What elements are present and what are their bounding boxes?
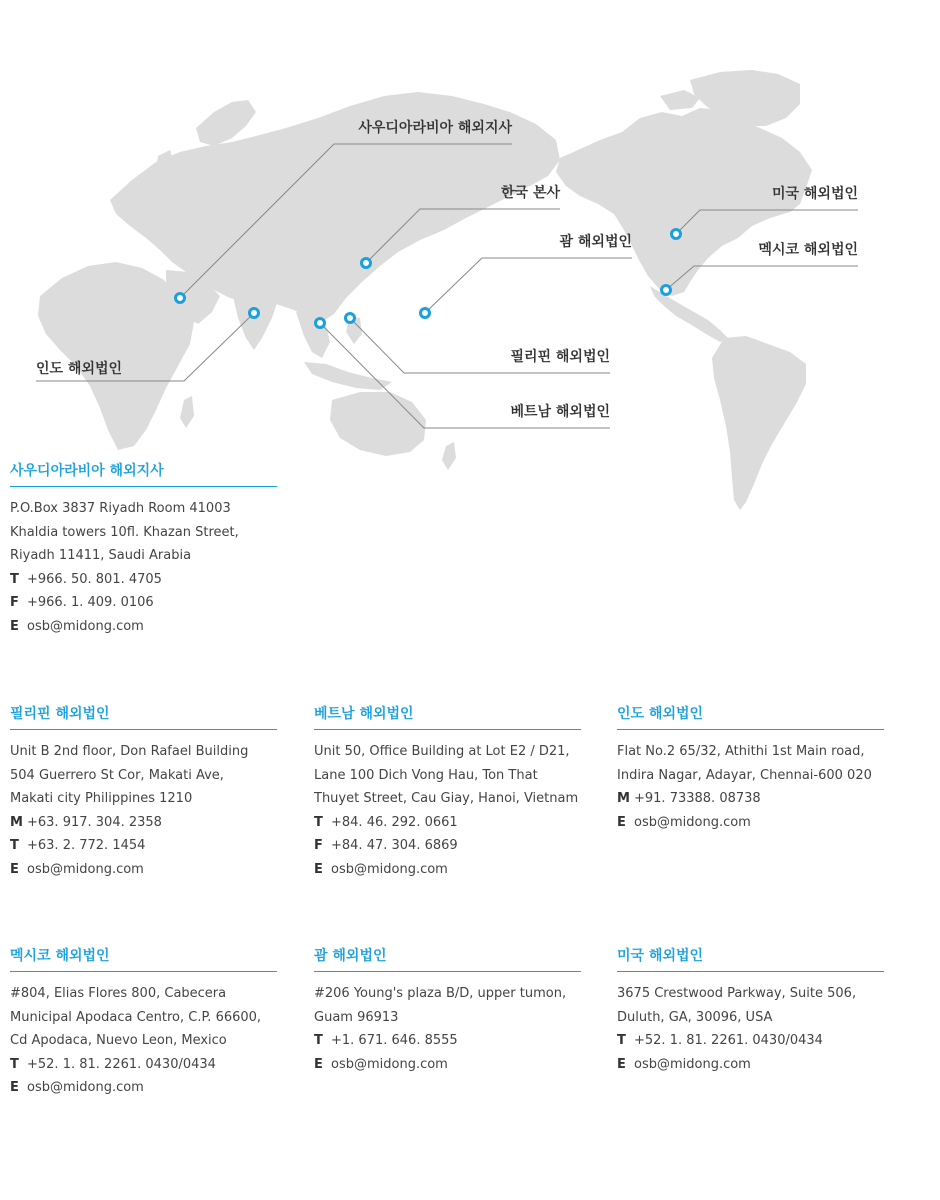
contact-value: +52. 1. 81. 2261. 0430/0434 xyxy=(634,1033,823,1048)
contact-value[interactable]: osb@midong.com xyxy=(27,618,144,634)
map-label-mexico: 멕시코 해외법인 xyxy=(758,242,858,258)
contact-email[interactable] xyxy=(617,1053,884,1077)
marker-saudi[interactable] xyxy=(176,294,185,303)
contact-key: M xyxy=(617,791,630,806)
contact-value: +84. 47. 304. 6869 xyxy=(331,838,458,853)
contact-key: T xyxy=(10,571,19,587)
office-details xyxy=(314,982,581,1076)
africa-land xyxy=(38,262,194,450)
address-line: Duluth, GA, 30096, USA xyxy=(617,1009,773,1025)
contact-value[interactable]: osb@midong.com xyxy=(634,814,751,830)
contact-email[interactable] xyxy=(617,811,884,835)
leader-line-guam xyxy=(425,258,632,313)
contact-value: +63. 917. 304. 2358 xyxy=(27,814,162,830)
address-line: Unit 50, Office Building at Lot E2 / D21, xyxy=(314,744,570,759)
contact-telephone xyxy=(617,1029,884,1053)
contact-email[interactable] xyxy=(314,858,581,882)
contact-email[interactable] xyxy=(314,1053,581,1077)
contact-telephone xyxy=(10,568,277,592)
contact-email[interactable] xyxy=(10,858,277,882)
contact-mobile xyxy=(10,811,277,835)
office-title: 베트남 해외법인 xyxy=(314,703,581,730)
office-card-india xyxy=(617,703,884,834)
office-title: 사우디아라비아 해외지사 xyxy=(10,460,277,487)
marker-usa[interactable] xyxy=(672,230,681,239)
map-label-usa: 미국 해외법인 xyxy=(771,186,858,202)
office-details xyxy=(617,982,884,1076)
marker-mexico[interactable] xyxy=(662,286,671,295)
office-title: 괌 해외법인 xyxy=(314,945,581,972)
contact-value[interactable]: osb@midong.com xyxy=(27,861,144,877)
address-line: Guam 96913 xyxy=(314,1009,399,1025)
marker-philippines[interactable] xyxy=(346,314,355,323)
contact-value[interactable]: osb@midong.com xyxy=(634,1056,751,1072)
contact-value: +1. 671. 646. 8555 xyxy=(331,1033,458,1048)
office-title: 멕시코 해외법인 xyxy=(10,945,277,972)
south-america-land xyxy=(712,336,806,510)
contact-value: +63. 2. 772. 1454 xyxy=(27,838,146,853)
contact-key: T xyxy=(10,838,19,853)
indonesia-land xyxy=(304,362,392,390)
india-land xyxy=(232,290,278,350)
contact-value: +52. 1. 81. 2261. 0430/0434 xyxy=(27,1056,216,1072)
map-label-philippines: 필리핀 해외법인 xyxy=(510,349,610,365)
office-title: 미국 해외법인 xyxy=(617,945,884,972)
mexico-central-america-land xyxy=(650,286,728,342)
office-card-saudi xyxy=(10,460,277,638)
contact-value: +84. 46. 292. 0661 xyxy=(331,814,458,830)
world-map xyxy=(0,0,940,520)
contact-key: E xyxy=(10,618,19,634)
office-card-philippines xyxy=(10,703,277,881)
map-label-india: 인도 해외법인 xyxy=(36,361,123,377)
contact-value: +966. 50. 801. 4705 xyxy=(27,571,162,587)
contact-key: E xyxy=(10,861,19,877)
contact-key: T xyxy=(314,814,323,830)
contact-email[interactable] xyxy=(10,615,277,639)
address-line: Riyadh 11411, Saudi Arabia xyxy=(10,548,192,563)
office-details xyxy=(10,982,277,1100)
marker-india[interactable] xyxy=(250,309,259,318)
address-line: 504 Guerrero St Cor, Makati Ave, xyxy=(10,767,224,783)
contact-key: F xyxy=(314,838,323,853)
contact-value[interactable]: osb@midong.com xyxy=(331,1056,448,1072)
marker-korea[interactable] xyxy=(362,259,371,268)
map-label-guam: 괌 해외법인 xyxy=(559,234,632,250)
address-line: Unit B 2nd floor, Don Rafael Building xyxy=(10,744,249,759)
contact-key: T xyxy=(10,1056,19,1072)
address-line: Cd Apodaca, Nuevo Leon, Mexico xyxy=(10,1033,227,1048)
contact-key: E xyxy=(314,1056,323,1072)
contact-telephone xyxy=(10,834,277,858)
address-line: #206 Young's plaza B/D, upper tumon, xyxy=(314,986,567,1001)
office-title: 필리핀 해외법인 xyxy=(10,703,277,730)
address-line: Municipal Apodaca Centro, C.P. 66600, xyxy=(10,1009,262,1025)
marker-guam[interactable] xyxy=(421,309,430,318)
address-line: #804, Elias Flores 800, Cabecera xyxy=(10,986,227,1001)
contact-key: E xyxy=(10,1080,19,1095)
office-card-vietnam xyxy=(314,703,581,881)
madagascar-land xyxy=(180,396,194,428)
address-line: Flat No.2 65/32, Athithi 1st Main road, xyxy=(617,744,865,759)
contact-key: E xyxy=(314,861,323,877)
map-label-vietnam: 베트남 해외법인 xyxy=(510,404,610,420)
contact-key: T xyxy=(617,1033,626,1048)
office-details xyxy=(10,740,277,881)
contact-value: +91. 73388. 08738 xyxy=(634,791,761,806)
contact-key: F xyxy=(10,595,19,610)
contact-telephone xyxy=(10,1053,277,1077)
address-line: P.O.Box 3837 Riyadh Room 41003 xyxy=(10,501,231,516)
contact-value[interactable]: osb@midong.com xyxy=(331,861,448,877)
contact-value[interactable]: osb@midong.com xyxy=(27,1080,144,1095)
office-card-guam xyxy=(314,945,581,1076)
contact-email[interactable] xyxy=(10,1076,277,1100)
office-card-mexico xyxy=(10,945,277,1100)
contact-key: E xyxy=(617,814,626,830)
office-details xyxy=(617,740,884,834)
address-line: Indira Nagar, Adayar, Chennai-600 020 xyxy=(617,767,872,783)
contact-fax xyxy=(314,834,581,858)
contact-mobile xyxy=(617,787,884,811)
address-line: Khaldia towers 10fl. Khazan Street, xyxy=(10,524,239,540)
address-line: 3675 Crestwood Parkway, Suite 506, xyxy=(617,986,857,1001)
map-label-korea: 한국 본사 xyxy=(501,185,560,201)
office-card-usa xyxy=(617,945,884,1076)
australia-land xyxy=(330,392,426,456)
new-zealand-land xyxy=(442,442,456,470)
office-title: 인도 해외법인 xyxy=(617,703,884,730)
address-line: Thuyet Street, Cau Giay, Hanoi, Vietnam xyxy=(314,791,579,806)
address-line: Makati city Philippines 1210 xyxy=(10,791,193,806)
contact-fax xyxy=(10,591,277,615)
contact-key: E xyxy=(617,1056,626,1072)
contact-key: M xyxy=(10,814,23,830)
contact-telephone xyxy=(314,811,581,835)
contact-telephone xyxy=(314,1029,581,1053)
north-america-land xyxy=(556,108,812,296)
world-landmass xyxy=(38,70,812,510)
contact-value: +966. 1. 409. 0106 xyxy=(27,595,154,610)
office-details xyxy=(10,497,277,638)
address-line: Lane 100 Dich Vong Hau, Ton That xyxy=(314,767,538,783)
marker-vietnam[interactable] xyxy=(316,319,325,328)
office-details xyxy=(314,740,581,881)
contact-key: T xyxy=(314,1033,323,1048)
map-label-saudi: 사우디아라비아 해외지사 xyxy=(358,120,512,136)
